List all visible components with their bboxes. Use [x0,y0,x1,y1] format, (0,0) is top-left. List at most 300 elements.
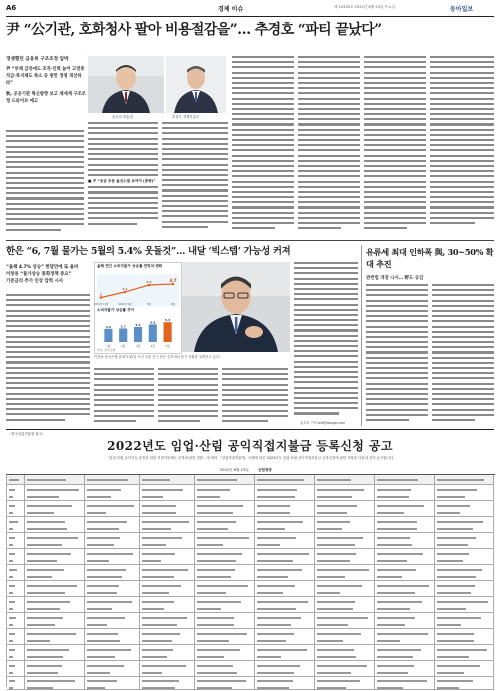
ad-table-cell [435,645,494,661]
ad-table-text-line [142,633,180,635]
ad-table-text-line [437,576,476,578]
ad-table-text-line [27,672,58,674]
ad-table-cell [375,475,435,485]
ad-table-text-line [317,496,352,498]
ad-table-text-line [142,617,187,619]
ad-table-cell [435,597,494,613]
ad-table-cell [195,613,255,629]
ad-table-text-line [377,687,403,689]
ad-table-cell [85,645,140,661]
ad-table-text-line [27,521,65,523]
ad-table-text-line [197,680,246,682]
ad-table-text-line [317,601,355,603]
ad-table-text-line [87,521,127,523]
ad-table-text-line [257,592,283,594]
story1-bottom-rule [6,240,494,241]
ad-table-text-line [27,687,53,689]
ad-table-text-line [317,528,342,530]
ad-table-cell [195,677,255,690]
ad-table-cell [140,517,195,533]
ad-table-cell [140,613,195,629]
inflation-chart-block [94,262,182,354]
ad-table-text-line [317,537,363,539]
chart1-point [100,296,103,299]
ad-table-text-line [377,544,412,546]
story1-photo-choo [166,56,226,113]
story2-body-col3 [158,368,218,426]
ad-table-text-line [377,617,415,619]
ad-table-text-line [377,649,421,651]
ad-table-text-line [142,560,161,562]
ad-table-text-line [197,585,248,587]
ad-table-cell [25,501,85,517]
ad-table-cell [7,629,25,645]
ad-table-cell [140,661,195,677]
ad-table-text-line [142,512,176,514]
ad-table-text-line [377,560,407,562]
ad-table-text-line [87,560,109,562]
ad-table-text-line [87,553,133,555]
ad-table-text-line [142,680,179,682]
ad-table-text-line [9,640,13,642]
story3-sub: 관련법 개정 나서… 野도 공감 [366,276,424,281]
story1-sub2: 尹 “부채 급증에도 조직·인력 늘어 고연봉 직급·복지제도 축소 등 방만 경영 개선하라” [6,67,85,86]
ad-table-cell [85,613,140,629]
ad-table-text-line [317,544,355,546]
ad-table-text-line [27,489,79,491]
story2-sub3: 기준금리 추가 인상 압력 시사 [6,279,64,284]
ad-table-text-line [317,505,357,507]
ad-table-text-line [27,633,76,635]
ad-table-text-line [437,512,460,514]
ad-table-text-line [9,680,15,682]
ad-table-text-line [377,489,411,491]
masthead-rule [6,16,494,17]
ad-table-text-line [257,479,304,481]
ad-table-text-line [27,601,70,603]
story2-body-col5 [294,262,358,418]
ad-table-cell [255,565,315,581]
ad-table-text-line [257,505,290,507]
ad-table-cell [255,645,315,661]
ad-table-text-line [377,521,417,523]
issue-meta: 제 10355호 2022년 6월 23일 목요일 [334,5,395,9]
ad-table-text-line [377,656,413,658]
ad-table-cell [315,613,375,629]
ad-table-text-line [142,640,172,642]
ad-table-text-line [142,544,166,546]
ad-table-cell [140,581,195,597]
ad-table-text-line [9,505,15,507]
masthead [6,4,494,16]
ad-table-text-line [27,608,60,610]
ad-table-text-line [27,496,59,498]
ad-table-text-line [437,617,481,619]
ad-table-cell [375,485,435,501]
ad-table-text-line [197,553,242,555]
ad-table-text-line [377,512,404,514]
chart2-bar [104,329,112,342]
ad-table-text-line [317,585,362,587]
ad-table-cell [435,517,494,533]
ad-table-cell [7,533,25,549]
ad-table-cell [375,517,435,533]
ad-table-text-line [317,633,361,635]
story1-body-col6 [364,56,426,237]
ad-table-cell [25,475,85,485]
ad-table-text-line [257,633,294,635]
story3-body-col2 [432,284,494,426]
ad-table-cell [140,475,195,485]
ad-table-text-line [257,617,301,619]
ad-table-text-line [87,576,122,578]
ad-table-text-line [437,505,470,507]
ad-table-cell [195,645,255,661]
ad-table-text-line [87,687,105,689]
ad-table-text-line [257,521,303,523]
ad-table-text-line [197,649,240,651]
chart1-value-label: 2 [99,292,103,297]
ad-table-text-line [87,649,131,651]
ad-table-cell [255,485,315,501]
ad-table-text-line [437,672,464,674]
story1-sub1: 경쟁했던 금융위 구조조정 압박 [6,57,69,62]
ad-table-cell [375,645,435,661]
ad-table-text-line [87,537,120,539]
ad-table-text-line [27,649,69,651]
ad-table-cell [255,517,315,533]
story3-headline: 유류세 최대 인하폭 與, 30~50% 확대 추진 [366,247,494,269]
ad-table-text-line [27,505,72,507]
ad-table-cell [195,629,255,645]
chart2-value-label: 3.7 [120,324,126,329]
ad-table-text-line [257,624,291,626]
ad-table-cell [195,501,255,517]
ad-table-cell [435,501,494,517]
ad-table-text-line [197,617,234,619]
page-number: A6 [6,4,17,12]
ad-table-text-line [377,569,416,571]
ad-table-text-line [197,528,228,530]
ad-table-text-line [437,649,487,651]
ad-table-cell [255,501,315,517]
chart2-tick-label: 2월 [121,345,126,348]
chart1-line-plot [93,274,179,306]
ad-table-text-line [142,665,186,667]
ad-table-cell [7,661,25,677]
ad-table-text-line [197,656,224,658]
ad-table-text-line [257,489,297,491]
ad-table-cell [195,517,255,533]
ad-table-text-line [377,528,417,530]
ad-table-cell [140,597,195,613]
ad-table-text-line [142,576,174,578]
ad-table-cell [315,597,375,613]
ad-table-text-line [87,608,112,610]
ad-table-cell [140,549,195,565]
ad-table-text-line [377,479,418,481]
ad-table-cell [435,613,494,629]
ad-table-text-line [377,633,428,635]
ad-table-text-line [437,633,474,635]
ad-table-cell [435,581,494,597]
ad-table-cell [25,549,85,565]
ad-table-text-line [377,576,402,578]
ad-table-cell [255,597,315,613]
ad-table-text-line [87,592,117,594]
ad-table-cell [315,475,375,485]
ad-table-cell [375,613,435,629]
ad-table-text-line [27,537,78,539]
ad-table-text-line [437,656,469,658]
story1-photo-yoon [88,56,164,113]
ad-table-text-line [27,553,71,555]
ad-table-cell [7,581,25,597]
ad-table-text-line [317,687,346,689]
chart2-tick-label: 3월 [135,345,141,348]
ad-table-text-line [197,687,232,689]
ad-table-text-line [27,576,52,578]
ad-table-text-line [317,592,340,594]
ad-table-text-line [27,560,57,562]
ad-table-text-line [27,656,63,658]
ad-table-text-line [437,680,473,682]
ad-table-cell [25,645,85,661]
ad-table-text-line [317,672,351,674]
ad-table-cell [315,677,375,690]
ad-table-cell [85,517,140,533]
ad-table-text-line [197,496,220,498]
ad-table-cell [140,629,195,645]
ad-table-text-line [27,544,62,546]
ad-table-text-line [197,512,233,514]
story2-body-col1 [6,294,90,426]
ad-table-text-line [9,633,15,635]
ad-table-cell [85,581,140,597]
ad-table-text-line [9,479,19,481]
ad-table-text-line [377,592,415,594]
ad-table-grid [7,475,494,686]
ad-table-text-line [142,687,175,689]
ad-table-cell [7,549,25,565]
ad-table-text-line [87,569,126,571]
ad-table-text-line [142,537,182,539]
ad-table-cell [85,661,140,677]
ad-table-cell [25,517,85,533]
paper-logo: 동아일보 [450,6,474,13]
ad-table-text-line [317,512,347,514]
story1-quote-head: ■ 尹 “공공 부문 솔선수범 보여야 (중략)” [88,179,156,184]
ad-table-text-line [9,512,13,514]
ad-table-text-line [87,617,125,619]
ad-table-cell [375,677,435,690]
ad-table-cell [140,485,195,501]
ad-table-cell [25,677,85,690]
chart1-value-label: 4.5 [146,280,152,284]
ad-table-text-line [437,496,465,498]
ad-table-text-line [87,624,107,626]
ad-table-text-line [87,665,124,667]
story2-sub1: “올해 4.7% 상승” 한달만에 또 올려 [6,265,79,270]
ad-table-text-line [437,592,471,594]
ad-table-text-line [197,569,235,571]
ad-table-text-line [437,489,477,491]
ad-table-text-line [377,601,422,603]
ad-table-text-line [197,633,247,635]
ad-table-cell [375,565,435,581]
ad-table-text-line [142,608,164,610]
ad-table-text-line [437,544,468,546]
story2-photo-lee [182,262,290,352]
chart1-point [124,291,127,294]
story1-body-col5 [298,56,360,237]
story1-body-col1 [6,130,84,237]
ad-table-cell [315,533,375,549]
ad-table-text-line [142,479,170,481]
ad-table-text-line [87,672,110,674]
ad-table-text-line [142,489,183,491]
ad-table-text-line [197,672,237,674]
ad-table-text-line [27,569,64,571]
ad-table-text-line [317,649,354,651]
ad-table-text-line [377,537,410,539]
ad-table-text-line [197,665,233,667]
ad-table-text-line [87,640,120,642]
ad-table-cell [25,533,85,549]
ad-table-text-line [437,687,459,689]
ad-table-text-line [317,576,345,578]
chart2-title: 소비자물가 상승률 추이 [97,308,135,312]
lee-changyong-photo [182,262,290,352]
ad-table-text-line [437,479,484,481]
chart2-bar [164,322,172,342]
ad-intro: 「임업·산림 공익기능 증진을 위한 직접지불제도 운영에 관한 법률」에 따라 「임업직접지불제」시행에 따른 2022년도 임업·산림 공익직접지불금 등록신청에 관한 사항을 다음과 같이 공고합니다. [105,456,395,460]
story2-photo-caption: 이창용 한국은행 총재가 22일 오전 서울 중구 한은 본부에서 물가 상황을 설명하고 있다. [94,355,221,359]
story1-body-col4 [232,56,294,237]
ad-table-text-line [9,553,15,555]
ad-table-cell [255,613,315,629]
ad-table-text-line [197,537,249,539]
ad-table-text-line [87,656,115,658]
ad-table-text-line [27,617,63,619]
ad-table-text-line [377,672,408,674]
ad-table-text-line [317,680,360,682]
ad-table-text-line [377,496,409,498]
ad-table-text-line [9,617,16,619]
ad-table-text-line [9,521,18,523]
ad-table-text-line [317,624,348,626]
ad-table-text-line [197,576,231,578]
ad-table-cell [375,549,435,565]
ad-table-text-line [257,537,296,539]
ad-table-text-line [257,649,307,651]
ad-table-text-line [27,528,67,530]
ad-table-text-line [142,585,181,587]
ad-table-text-line [27,585,77,587]
ad-table-text-line [257,544,280,546]
ad-table-cell [195,661,255,677]
ad-table-text-line [257,640,286,642]
ad-table-text-line [87,479,128,481]
ad-table-cell [140,501,195,517]
ad-table-cell [85,485,140,501]
ad-table-cell [85,597,140,613]
ad-table-text-line [9,537,15,539]
ad-table-text-line [257,687,289,689]
chart2-value-label: 3.6 [105,324,112,329]
ad-table-text-line [27,665,62,667]
ad-table-text-line [437,553,469,555]
ad-table-text-line [197,601,241,603]
ad-table-text-line [9,649,15,651]
ad-table-text-line [377,585,429,587]
ad-table-text-line [197,544,223,546]
chart1-tick-label: 2022년 2월 [118,303,132,306]
ad-table-text-line [197,489,230,491]
ad-table-text-line [9,656,13,658]
ad-table-cell [7,517,25,533]
ad-table-text-line [197,640,229,642]
ad-table-text-line [377,680,427,682]
ad-table-text-line [377,505,424,507]
ad-table-cell [435,565,494,581]
chart2-tick-label: 5월 [165,345,170,348]
chart1-value-label: 4.7 [169,278,177,283]
choo-portrait-image [166,56,226,113]
ad-table-cell [315,629,375,645]
ad-table-text-line [27,640,50,642]
story1-body-col2 [88,122,158,237]
yoon-portrait-image [88,56,164,113]
ad-table-cell [375,501,435,517]
ad-table-text-line [257,601,308,603]
story1-body-col7 [430,56,494,237]
ad-table-text-line [317,617,368,619]
ad-table-text-line [87,528,119,530]
story1-subheads [6,56,86,105]
ad-table-cell [195,597,255,613]
ad-table-cell [195,485,255,501]
ad-table-text-line [9,601,15,603]
ad-table-cell [375,533,435,549]
ad-table-text-line [317,489,364,491]
ad-table-text-line [87,512,106,514]
ad-table-text-line [437,665,480,667]
ad-table-text-line [9,624,13,626]
ad-table-text-line [197,479,237,481]
ad-table-cell [7,485,25,501]
ad-table-cell [315,501,375,517]
story1-headline: 尹 “公기관, 호화청사 팔아 비용절감을”… 추경호 “파티 끝났다” [6,22,382,38]
ad-table-text-line [142,649,173,651]
chart-source-note: 자료: 한국은행 [97,348,116,352]
chart2-bar-plot [97,314,179,348]
ad-label: 〈한국임업진흥원 광고〉 [8,432,46,436]
story2-headline: 한은 “6, 7월 물가는 5월의 5.4% 웃돌것”… 내달 ‘빅스텝’ 가능성 커져 [6,246,291,257]
ad-table-cell [140,565,195,581]
ad-table-cell [25,629,85,645]
ad-table-cell [7,613,25,629]
ad-table-text-line [377,665,414,667]
chart2-value-label: 4.8 [150,320,156,325]
ad-table-text-line [437,640,474,642]
ad-table-text-line [257,672,294,674]
ad-table-text-line [437,560,463,562]
ad-table-text-line [142,496,163,498]
ad-table-cell [375,581,435,597]
ad-table-text-line [9,687,13,689]
ad-table-cell [195,581,255,597]
